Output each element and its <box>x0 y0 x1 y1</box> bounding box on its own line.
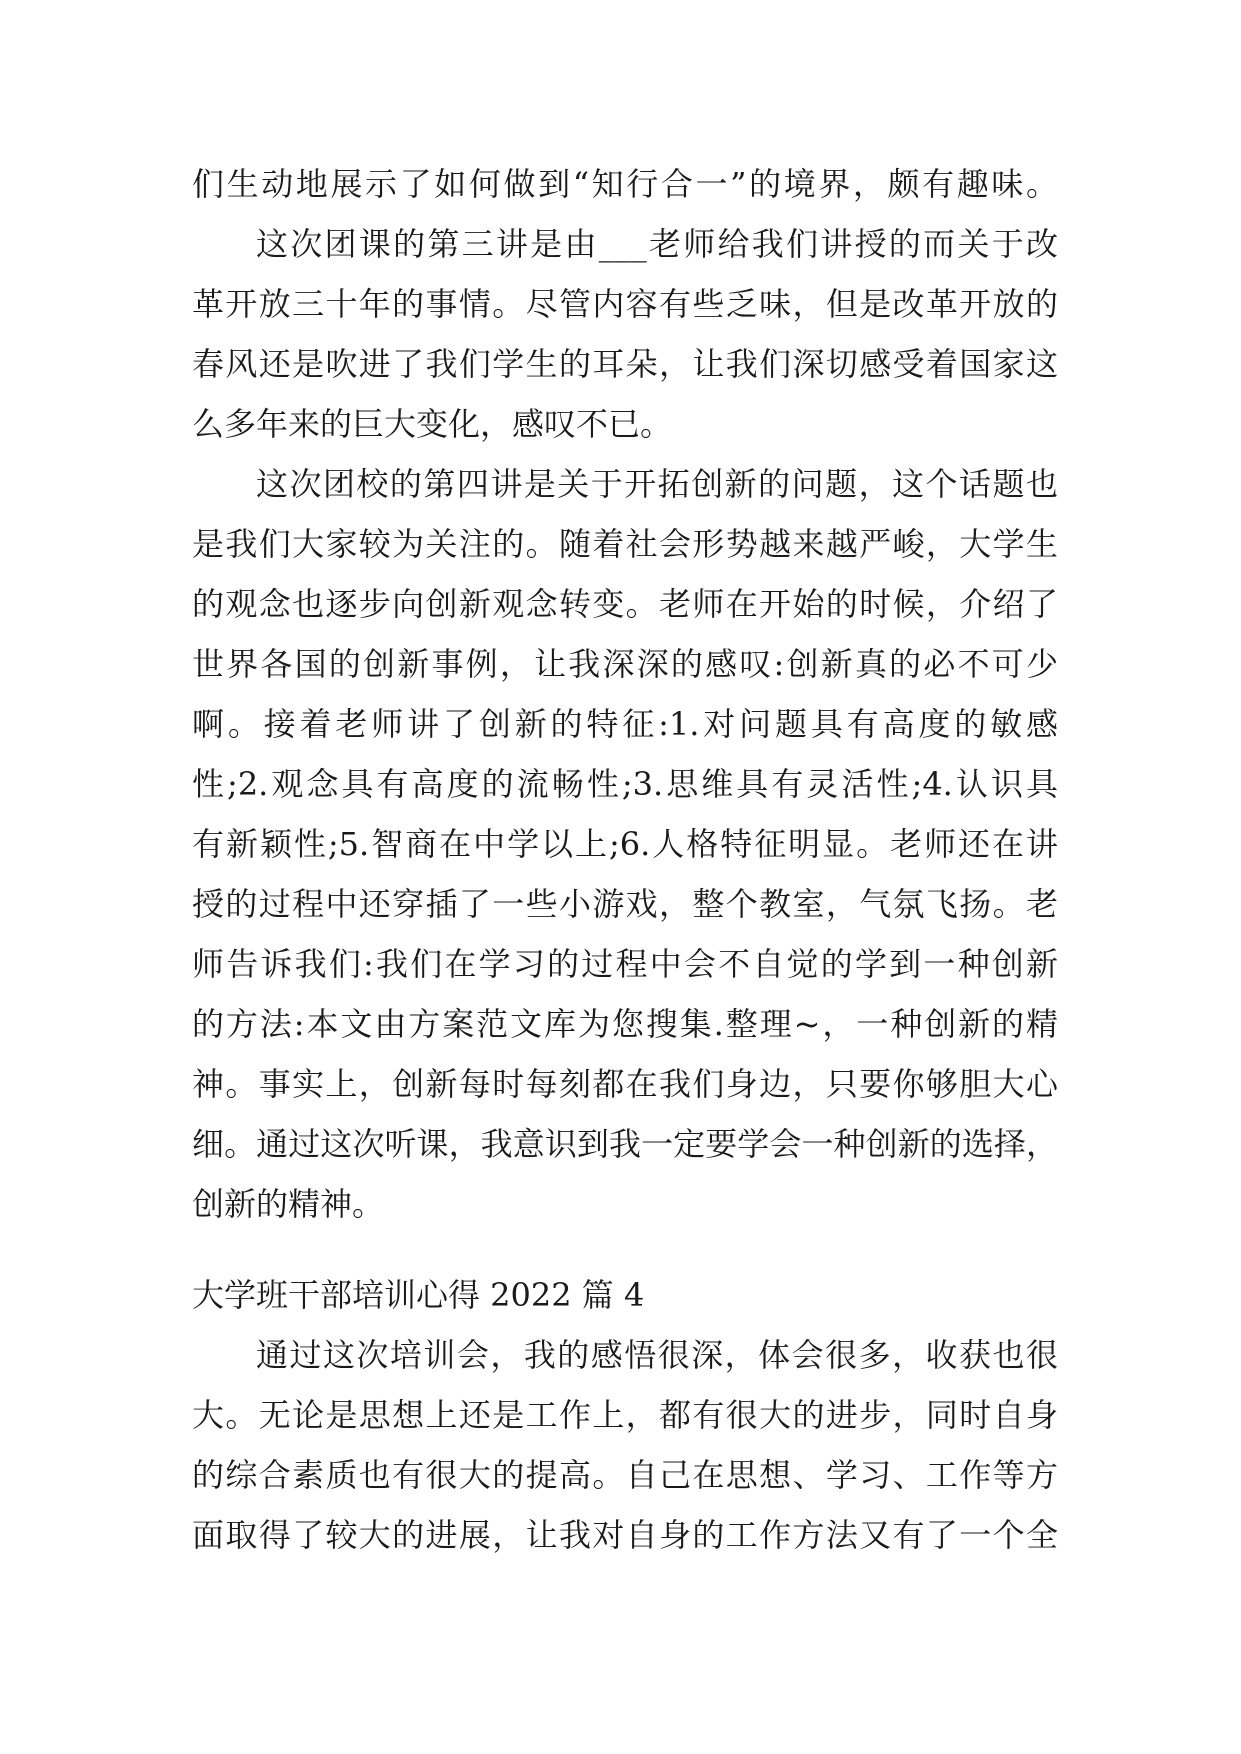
text-line: 春风还是吹进了我们学生的耳朵，让我们深切感受着国家这 <box>192 345 1058 383</box>
text-line: 世界各国的创新事例，让我深深的感叹:创新真的必不可少 <box>192 645 1058 683</box>
text-line: 通过这次培训会，我的感悟很深，体会很多，收获也很 <box>256 1336 1058 1374</box>
text-line: 创新的精神。 <box>192 1185 385 1223</box>
text-line: 师告诉我们:我们在学习的过程中会不自觉的学到一种创新 <box>192 945 1058 983</box>
text-line: 的方法:本文由方案范文库为您搜集.整理~，一种创新的精 <box>192 1005 1058 1043</box>
text-line: 面取得了较大的进展，让我对自身的工作方法又有了一个全 <box>192 1516 1058 1554</box>
text-line: 的观念也逐步向创新观念转变。老师在开始的时候，介绍了 <box>192 585 1058 623</box>
paragraph <box>192 1325 1058 1565</box>
text-line: 么多年来的巨大变化，感叹不已。 <box>192 405 673 443</box>
text-line: 授的过程中还穿插了一些小游戏，整个教室，气氛飞扬。老 <box>192 885 1058 923</box>
text-line: 是我们大家较为关注的。随着社会形势越来越严峻，大学生 <box>192 525 1058 563</box>
text-line: 细。通过这次听课，我意识到我一定要学会一种创新的选择， <box>192 1125 1058 1163</box>
text-line: 有新颖性;5.智商在中学以上;6.人格特征明显。老师还在讲 <box>192 825 1058 863</box>
text-line: 性;2.观念具有高度的流畅性;3.思维具有灵活性;4.认识具 <box>192 765 1058 803</box>
text-line: 这次团课的第三讲是由___老师给我们讲授的而关于改 <box>256 225 1058 263</box>
text-line: 革开放三十年的事情。尽管内容有些乏味，但是改革开放的 <box>192 285 1058 323</box>
paragraph <box>192 214 1058 454</box>
text-line: 的综合素质也有很大的提高。自己在思想、学习、工作等方 <box>192 1456 1058 1494</box>
section-heading: 大学班干部培训心得 2022 篇 4 <box>192 1276 645 1314</box>
text-line: 这次团校的第四讲是关于开拓创新的问题，这个话题也 <box>256 465 1058 503</box>
text-line: 们生动地展示了如何做到“知行合一”的境界，颇有趣味。 <box>192 165 1058 203</box>
text-line: 啊。接着老师讲了创新的特征:1.对问题具有高度的敏感 <box>192 705 1058 743</box>
text-line: 神。事实上，创新每时每刻都在我们身边，只要你够胆大心 <box>192 1065 1058 1103</box>
paragraph <box>192 154 1058 214</box>
document-body <box>192 154 1058 1565</box>
paragraph <box>192 454 1058 1234</box>
text-line: 大。无论是思想上还是工作上，都有很大的进步，同时自身 <box>192 1396 1058 1434</box>
